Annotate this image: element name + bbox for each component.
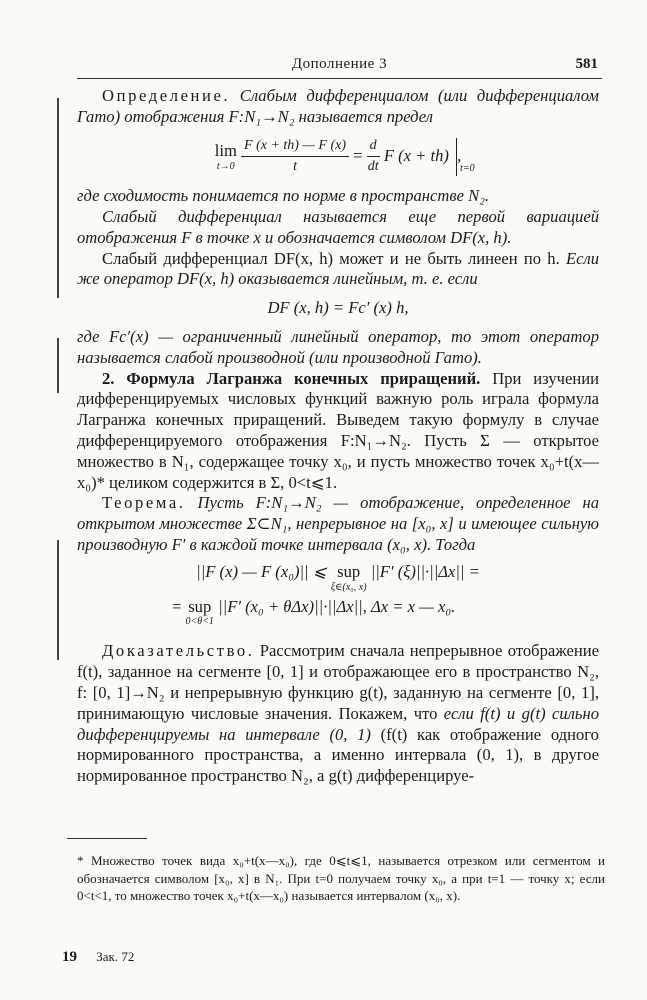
lim-word: lim: [214, 141, 237, 161]
theorem-paragraph: [77, 493, 599, 555]
running-header: [77, 56, 602, 79]
weak-derivative-definition: где Fc′(x) — ограниченный линейный оператор, то этот оператор называется слабой производной (или производной Гато).: [77, 326, 599, 367]
fraction-denominator: t: [293, 159, 297, 175]
weak-derivative-formula: DF (x, h) = Fc′ (x) h,: [267, 298, 409, 318]
theorem-text: Пусть F:N₁→N₂ — отображение, определенное на открытом множестве Σ⊂N₁, непрерывное на [x₀, x] и имеющее сильную производную F′ в каждой точке интервала (x₀, x). Тогда: [77, 493, 600, 554]
linearity-condition: Если же оператор DF(x, h) оказывается линейным, т. е. если: [77, 248, 599, 289]
sup-word: sup: [188, 596, 212, 616]
sup-word: sup: [337, 561, 361, 581]
evaluation-bar: [456, 138, 475, 176]
margin-bar: [57, 98, 59, 298]
proof-label: Доказательство.: [102, 641, 255, 661]
difference-quotient: [241, 136, 349, 179]
equals-sign: =: [172, 596, 182, 616]
main-text: [77, 86, 599, 787]
sup-theta: [186, 597, 214, 628]
signature-number: 19: [62, 949, 77, 965]
order-number: Зак. 72: [96, 949, 135, 964]
inequality-rhs: ||F′ (ξ)||·||Δx|| =: [370, 561, 480, 581]
linearity-text: Слабый дифференциал DF(x, h) может и не быть линеен по h.: [102, 248, 566, 268]
proof-text-start: Рассмотрим сначала непрерывное отображение f(t), заданное на сегменте [0, 1] и отображающее его в пространство N₂, f: [0, 1]→N₂ и непрерывную функцию g(t), заданную на сегменте [0, 1], принимающую числовые значения. Покажем, что: [77, 641, 599, 723]
eval-sub: t=0: [460, 163, 475, 175]
proof-claim: если f(t) и g(t) сильно дифференцируемы на интервале (0, 1): [77, 703, 599, 744]
proof-text-end: (f(t) как отображение одного нормированного пространства, а именно интервала (0, 1), в другое нормированное пространство N₂, а g(t) дифференцируе-: [77, 724, 599, 786]
derivative-operator: [367, 136, 380, 179]
section-2-paragraph: [77, 369, 599, 494]
dt-denominator: dt: [367, 159, 379, 175]
theorem-label: Теорема.: [102, 493, 186, 513]
footnote-divider: [67, 838, 147, 839]
equals-sign: =: [353, 145, 363, 165]
equality-rhs: ||F′ (x₀ + θΔx)||·||Δx||, Δx = x — x₀.: [218, 596, 456, 616]
first-variation-paragraph: Слабый дифференциал называется еще первой вариацией отображения F в точке x и обозначается символом DF(x, h).: [77, 206, 599, 247]
section-2-title: 2. Формула Лагранжа конечных приращений.: [102, 368, 481, 388]
definition-label: Определение.: [102, 86, 231, 105]
definition-paragraph: [77, 86, 599, 128]
footnote: * Множество точек вида x₀+t(x—x₀), где 0⩽t⩽1, называется отрезком или сегментом и обозначается символом [x₀, x] в N₁. При t=0 получаем точку x₀, а при t=1 — точку x; если 0<t<1, то множество точек x₀+t(x—x₀) называется интервалом (x₀, x).: [77, 853, 605, 903]
lim-sub: t→0: [216, 161, 235, 173]
comma: ,: [457, 145, 462, 165]
sup-xi: [331, 562, 367, 593]
linearity-paragraph: [77, 249, 599, 291]
page-number: 581: [575, 56, 598, 72]
sup-sub: 0<θ<1: [185, 616, 214, 628]
rhs-expression: F (x + th): [383, 145, 449, 165]
weak-differential-formula: [77, 136, 599, 179]
lagrange-equality: [77, 597, 599, 628]
limit: [215, 141, 237, 172]
inequality-lhs: ||F (x) — F (x₀)|| ⩽: [196, 561, 327, 581]
d-numerator: d: [367, 136, 380, 158]
section-2-text: При изучении дифференцируемых числовых функций важную роль играла формула Лагранжа конечных приращений. Выведем такую формулу в случае дифференцируемого отображения F:N₁→N₂. Пусть Σ — открытое множество в N₁, содержащее точку x₀, и пусть множество точек x₀+t(x—x₀)* целиком содержится в Σ, 0<t⩽1.: [77, 368, 599, 492]
definition-text: Слабым дифференциалом (или дифференциалом Гато) отображения F:N₁→N₂ называется предел: [77, 86, 599, 126]
proof-paragraph: [77, 641, 599, 787]
sup-sub: ξ∈(x₀, x): [330, 581, 367, 593]
chapter-title: Дополнение 3: [291, 56, 388, 72]
fraction-numerator: F (x + th) — F (x): [241, 136, 349, 158]
lagrange-inequality: [77, 562, 599, 593]
margin-bar: [57, 338, 59, 393]
convergence-note: где сходимость понимается по норме в пространстве N₂.: [77, 186, 490, 206]
margin-bar: [57, 540, 59, 660]
page-footer: [62, 949, 134, 966]
